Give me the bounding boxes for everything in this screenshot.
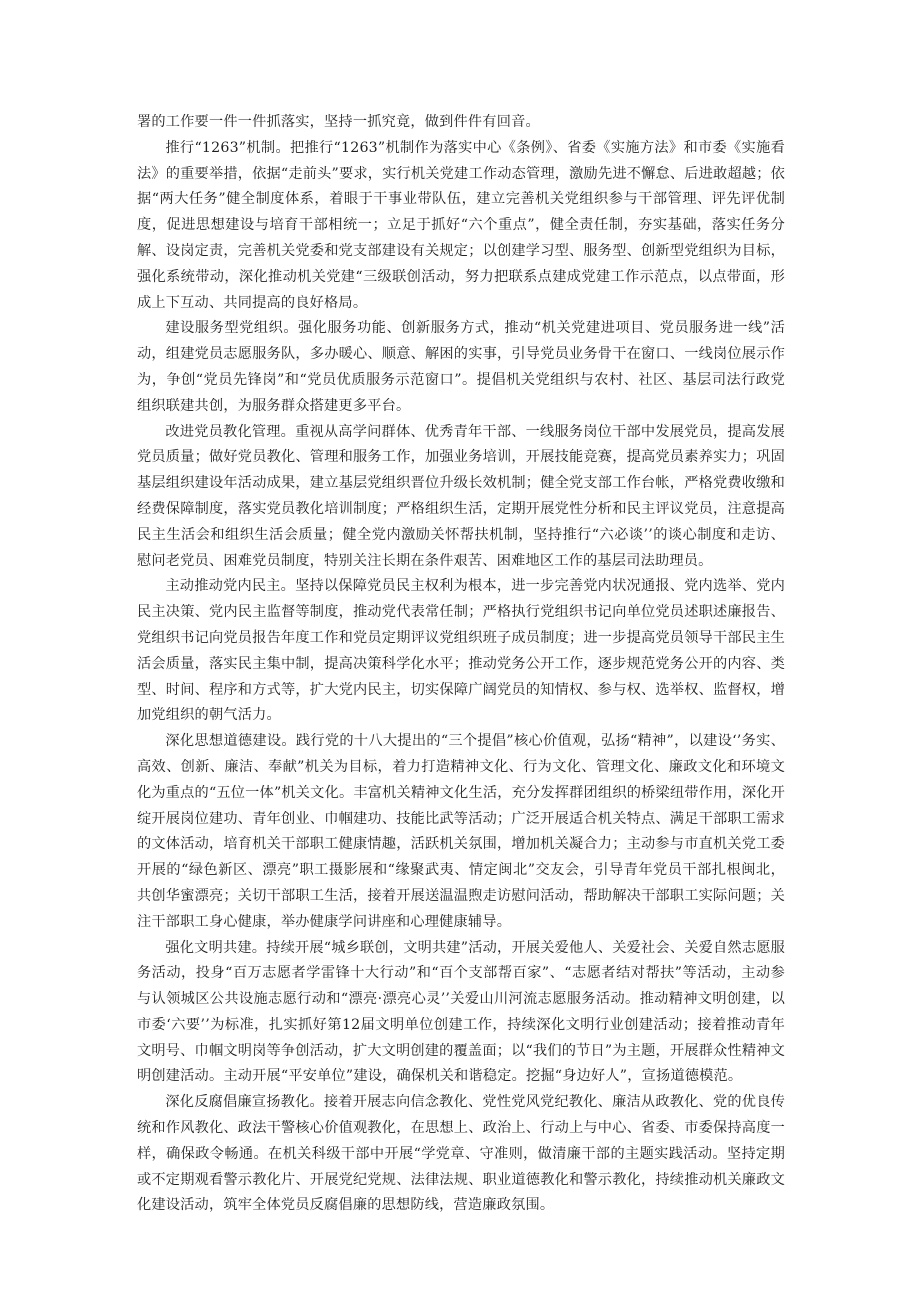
paragraph-1263-mechanism: 推行“1263”机制。把推行“1263”机制作为落实中心《条例》、省委《实施方法》和市委《实施看法》的重要举措，依据“走前头”要求，实行机关党建工作动态管理，激励先进不懈怠、后进敢超越；依据“两大任务”健全制度体系，着眼于干事业带队伍，建立完善机关党组织参与干部管理、评先评优制度，促进思想建设与培育干部相统一；立足于抓好“六个重点”，健全责任制，夯实基础，落实任务分解、设岗定责，完善机关党委和党支部建设有关规定；以创建学习型、服务型、创新型党组织为目标，强化系统带动，深化推动机关党建“三级联创活动，努力把联系点建成党建工作示范点，以点带面，形成上下互动、共同提高的良好格局。	[137, 139, 785, 311]
paragraph-member-education-management: 改进党员教化管理。重视从高学问群体、优秀青年干部、一线服务岗位干部中发展党员，提高发展党员质量；做好党员教化、管理和服务工作，加强业务培训，开展技能竞赛，提高党员素养实力；巩固基层组织建设年活动成果，建立基层党组织晋位升级长效机制；健全党支部工作台帐，严格党费收缴和经费保障制度，落实党员教化培训制度；严格组织生活，定期开展党性分析和民主评议党员，注意提高民主生活会和组织生活会质量；健全党内激励关怀帮扶机制，坚持推行“六必谈’’的谈心制度和走访、慰问老党员、困难党员制度，特别关注长期在条件艰苦、困难地区工作的基层司法助理员。	[137, 423, 785, 569]
paragraph-anti-corruption-education: 深化反腐倡廉宣扬教化。接着开展志向信念教化、党性党风党纪教化、廉洁从政教化、党的优良传统和作风教化、政法干警核心价值观教化，在思想上、政治上、行动上与中心、省委、市委保持高度一样，确保政令畅通。在机关科级干部中开展“学党章、守准则，做清廉干部的主题实践活动。坚持定期或不定期观看警示教化片、开展党纪党规、法律法规、职业道德教化和警示教化，持续推动机关廉政文化建设活动，筑牢全体党员反腐倡廉的思想防线，营造廉政氛围。	[137, 1094, 785, 1214]
document-body	[137, 110, 785, 1219]
paragraph-service-party-organization: 建设服务型党组织。强化服务功能、创新服务方式，推动“机关党建进项目、党员服务进一线”活动，组建党员志愿服务队，多办暖心、顺意、解困的实事，引导党员业务骨干在窗口、一线岗位展示作为，争创“党员先锋岗”和“党员优质服务示范窗口”。提倡机关党组织与农村、社区、基层司法行政党组织联建共创，为服务群众搭建更多平台。	[137, 320, 785, 414]
paragraph-continuation: 署的工作要一件一件抓落实，坚持一抓究竟，做到件件有回音。	[137, 114, 540, 130]
paragraph-civilization-co-building: 强化文明共建。持续开展“城乡联创，文明共建”活动，开展关爱他人、关爱社会、关爱自然志愿服务活动，投身“百万志愿者学雷锋十大行动”和“百个支部帮百家”、“志愿者结对帮扶”等活动，主动参与认领城区公共设施志愿行动和“漂亮·漂亮心灵’’关爱山川河流志愿服务活动。推动精神文明创建，以市委‘六要’’为标准，扎实抓好第12届文明单位创建工作，持续深化文明行业创建活动；接着推动青年文明号、巾帼文明岗等争创活动，扩大文明创建的覆盖面；以“我们的节日”为主题，开展群众性精神文明创建活动。主动开展“平安单位”建设，确保机关和谐稳定。挖掘“身边好人”，宣扬道德模范。	[137, 939, 785, 1085]
paragraph-inner-party-democracy: 主动推动党内民主。坚持以保障党员民主权利为根本，进一步完善党内状况通报、党内选举、党内民主决策、党内民主监督等制度，推动党代表常任制；严格执行党组织书记向单位党员述职述廉报告、党组织书记向党员报告年度工作和党员定期评议党组织班子成员制度；进一步提高党员领导干部民主生活会质量，落实民主集中制，提高决策科学化水平；推动党务公开工作，逐步规范党务公开的内容、类型、时间、程序和方式等，扩大党内民主，切实保障广阔党员的知情权、参与权、选举权、监督权，增加党组织的朝气活力。	[137, 578, 785, 724]
paragraph-ideological-moral-building: 深化思想道德建设。践行党的十八大提出的“三个提倡”核心价值观，弘扬“精神”，以建设‘’务实、高效、创新、廉洁、奉献”机关为目标，着力打造精神文化、行为文化、管理文化、廉政文化和环境文化为重点的“五位一体”机关文化。丰富机关精神文化生活，充分发挥群团组织的桥梁纽带作用，深化开绽开展岗位建功、青年创业、巾帼建功、技能比武等活动；广泛开展适合机关特点、满足干部职工需求的文体活动，培育机关干部职工健康情趣，活跃机关氛围，增加机关凝合力；主动参与市直机关党工委开展的“绿色新区、漂亮”职工摄影展和“缘聚武夷、情定闽北”交友会，引导青年党员干部扎根闽北，共创华蜜漂亮；关切干部职工生活，接着开展送温温煦走访慰问活动，帮助解决干部职工实际问题；关注干部职工身心健康，举办健康学问讲座和心理健康辅导。	[137, 733, 785, 930]
